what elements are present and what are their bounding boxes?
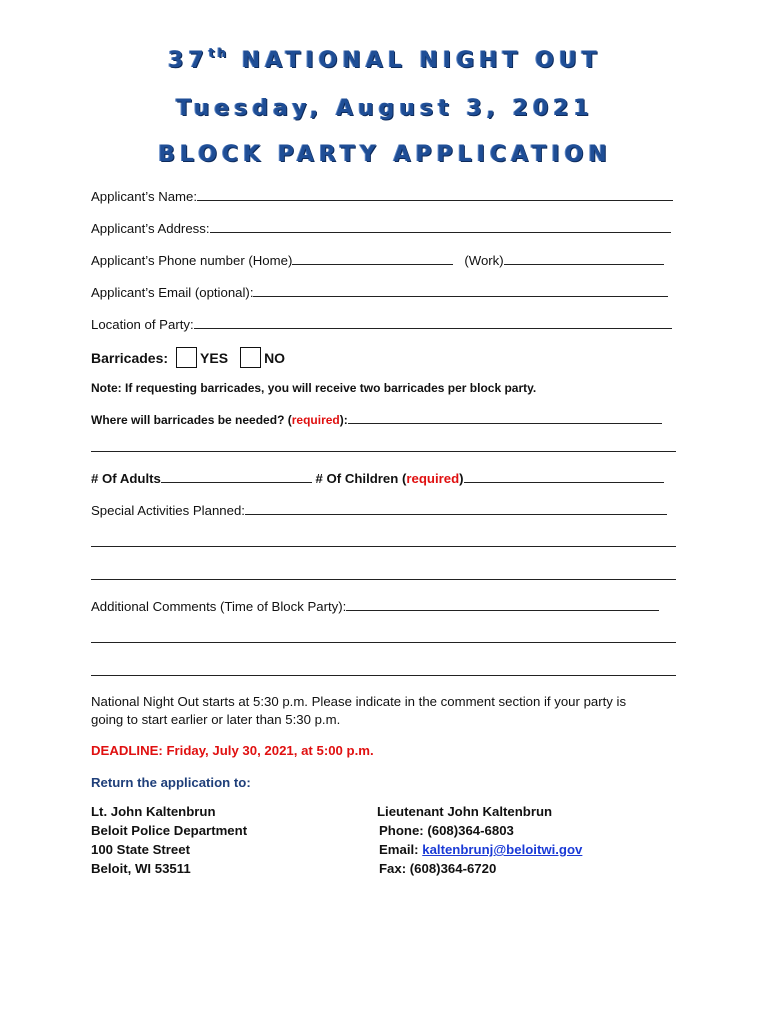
barricades-yes-checkbox[interactable] <box>176 347 197 368</box>
special-activities-field[interactable]: Special Activities Planned: <box>91 501 667 518</box>
phone-home-input[interactable] <box>292 251 453 265</box>
required-marker: required <box>291 413 340 427</box>
barricade-location-field[interactable]: Where will barricades be needed? (required): <box>91 410 662 427</box>
applicant-phone-field[interactable]: Applicant’s Phone number (Home) (Work) <box>91 251 664 268</box>
applicant-name-input[interactable] <box>197 187 673 201</box>
children-count-input[interactable] <box>464 469 664 483</box>
return-label: Return the application to: <box>91 775 251 790</box>
barricade-location-input[interactable] <box>348 410 662 424</box>
applicant-email-input[interactable] <box>253 283 668 297</box>
special-activities-line-2[interactable] <box>91 546 676 547</box>
required-marker: required <box>406 471 460 486</box>
deadline-text: DEADLINE: Friday, July 30, 2021, at 5:00 p.m. <box>91 743 374 758</box>
start-time-info-1: National Night Out starts at 5:30 p.m. Please indicate in the comment section if your party is <box>91 694 627 709</box>
special-activities-input[interactable] <box>245 501 667 515</box>
form-subtitle: BLOCK PARTY APPLICATION <box>158 142 612 167</box>
applicant-address-field[interactable]: Applicant’s Address: <box>91 219 671 236</box>
form-title: 37th NATIONAL NIGHT OUT <box>168 46 602 73</box>
special-activities-line-3[interactable] <box>91 579 676 580</box>
applicant-email-field[interactable]: Applicant’s Email (optional): <box>91 283 668 300</box>
event-date: Tuesday, August 3, 2021 <box>176 96 594 121</box>
party-location-input[interactable] <box>194 315 672 329</box>
contact-info: Lieutenant John Kaltenbrun Phone: (608)364-6803 Email: kaltenbrunj@beloitwi.gov Fax: (608)364-6720 <box>377 804 583 876</box>
email-link[interactable]: kaltenbrunj@beloitwi.gov <box>422 842 583 857</box>
additional-comments-input[interactable] <box>346 597 659 611</box>
barricade-location-line-2[interactable] <box>91 451 676 452</box>
applicant-address-input[interactable] <box>210 219 671 233</box>
barricades-no-checkbox[interactable] <box>240 347 261 368</box>
phone-work-input[interactable] <box>504 251 664 265</box>
adults-count-input[interactable] <box>161 469 312 483</box>
additional-comments-line-3[interactable] <box>91 675 676 676</box>
mailing-address: Lt. John Kaltenbrun Beloit Police Department 100 State Street Beloit, WI 53511 <box>91 804 248 876</box>
party-location-field[interactable]: Location of Party: <box>91 315 672 332</box>
additional-comments-line-2[interactable] <box>91 642 676 643</box>
barricade-note: Note: If requesting barricades, you will receive two barricades per block party. <box>91 381 537 395</box>
start-time-info-2: going to start earlier or later than 5:30 p.m. <box>91 712 341 727</box>
additional-comments-field[interactable]: Additional Comments (Time of Block Party): <box>91 597 659 614</box>
attendance-field[interactable]: # Of Adults # Of Children (required) <box>91 469 664 486</box>
barricades-row: Barricades: YES NO <box>91 347 285 368</box>
applicant-name-field[interactable]: Applicant’s Name: <box>91 187 673 204</box>
